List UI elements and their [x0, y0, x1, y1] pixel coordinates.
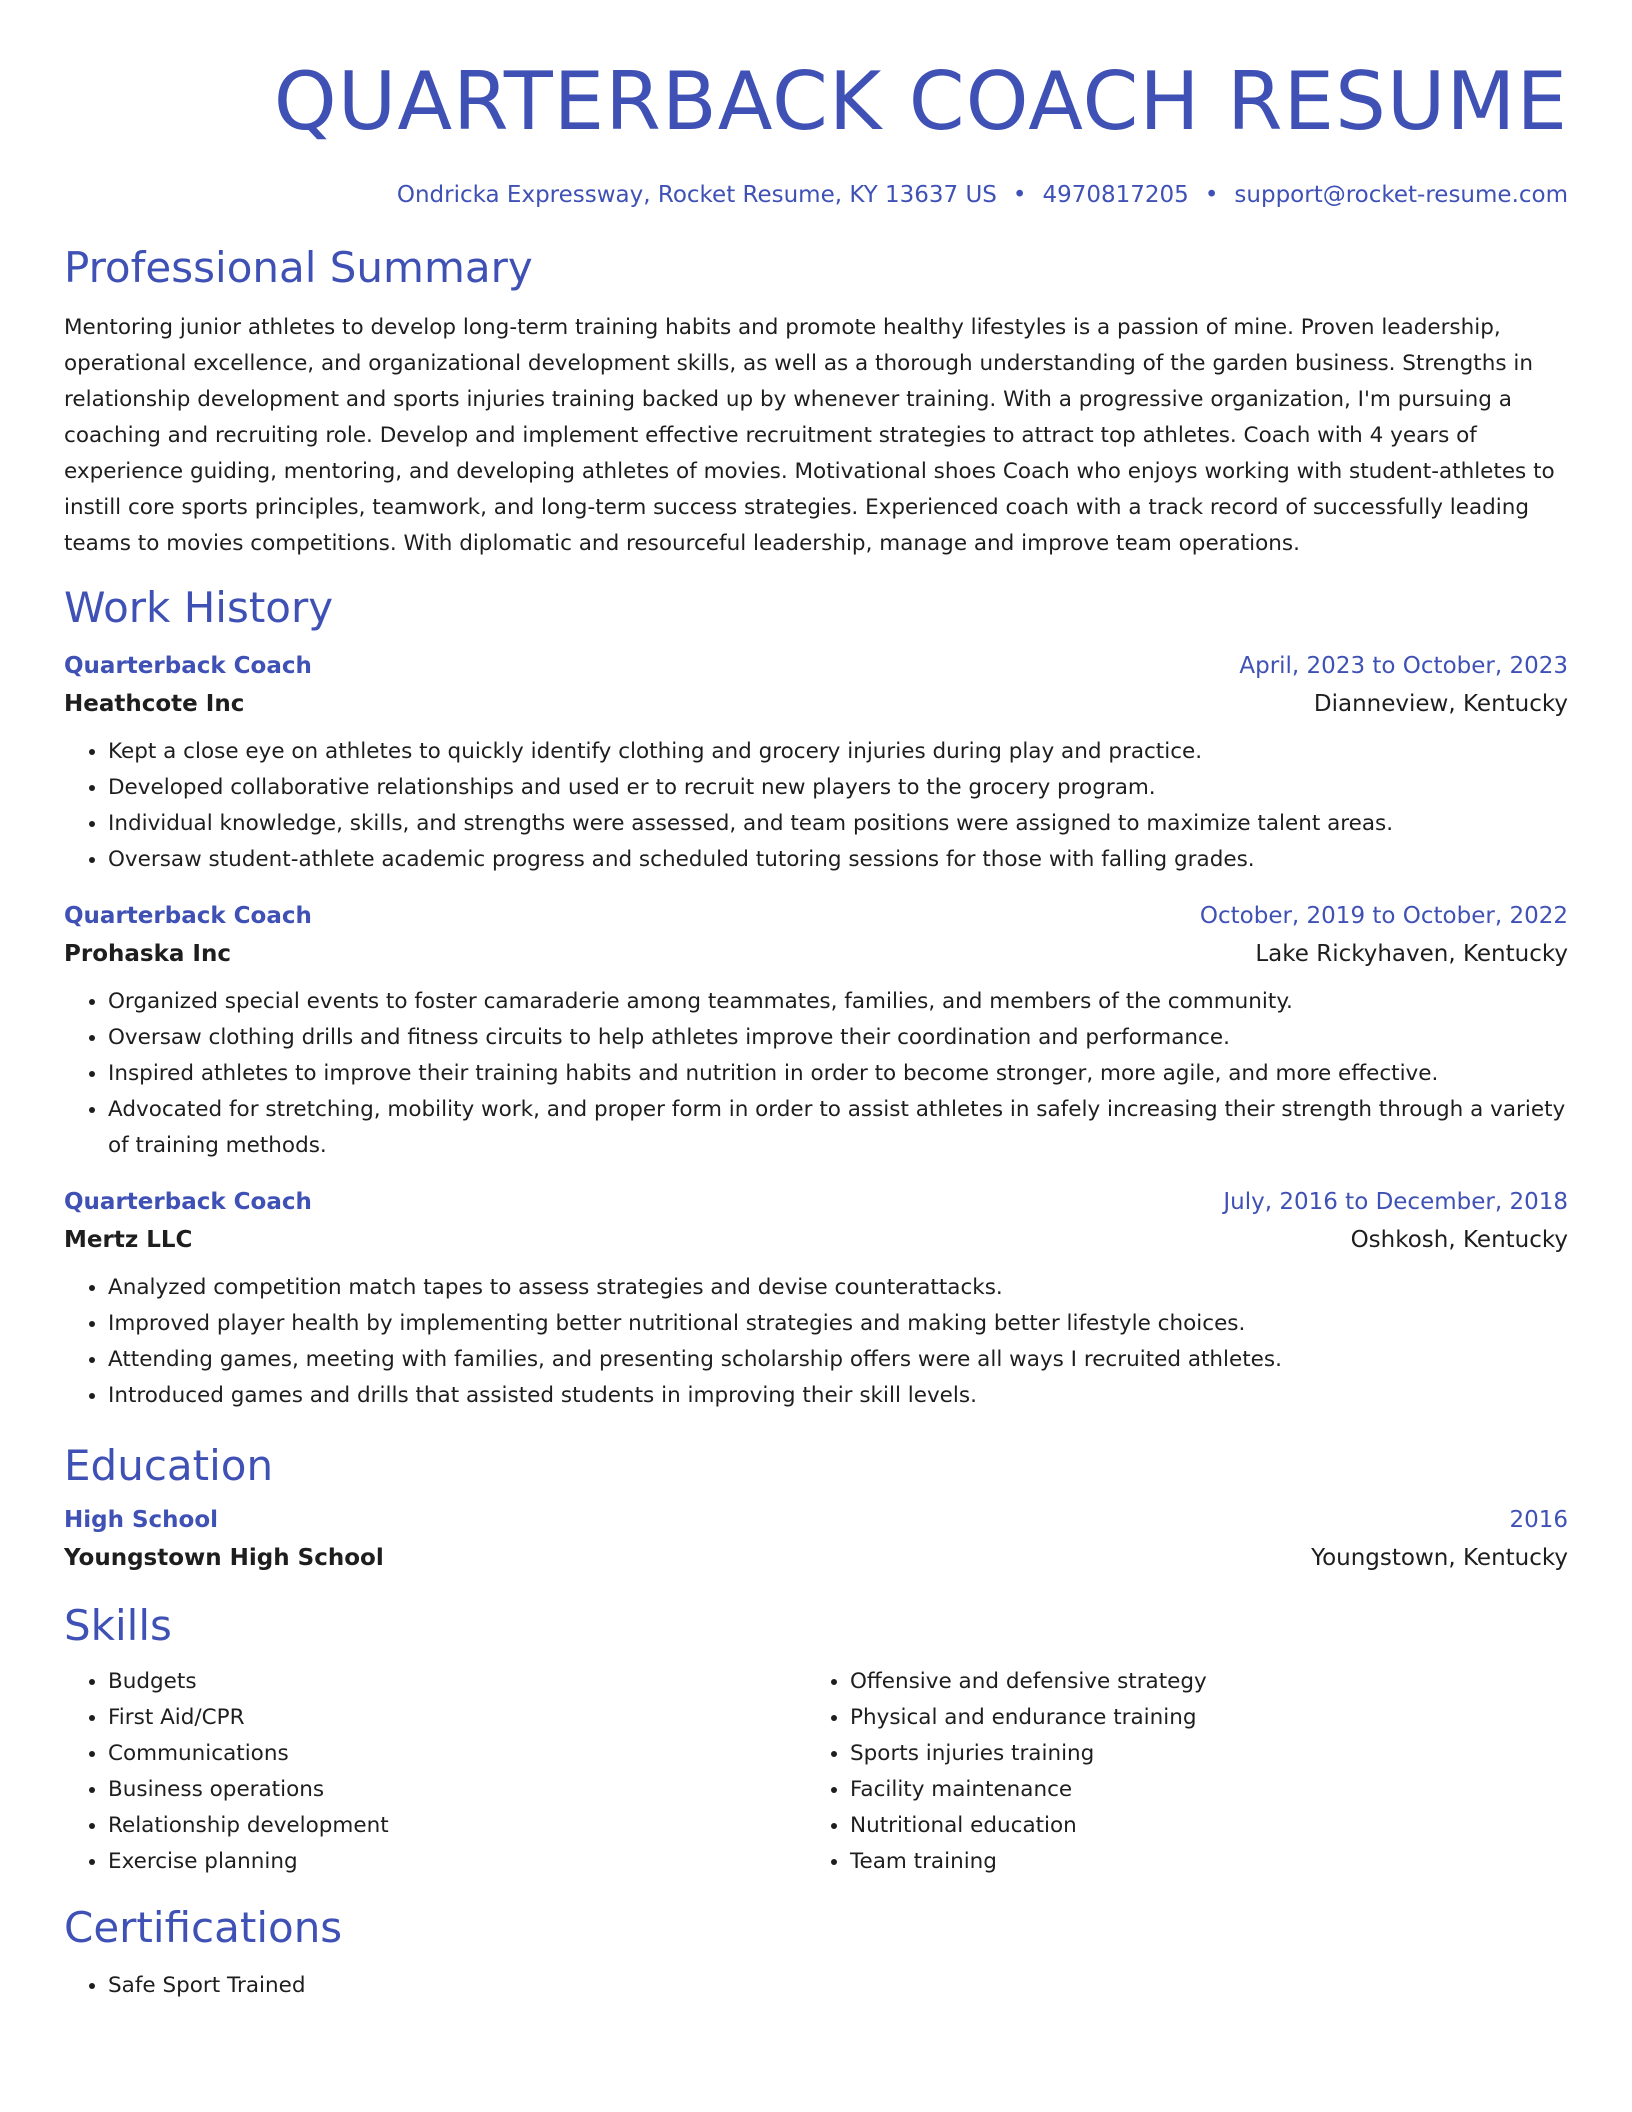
- skill-item: • Nutritional education: [850, 1808, 1548, 1844]
- job-bullet: • Inspired athletes to improve their training habits and nutrition in order to become stronger, more agile, and more effective.: [108, 1056, 1568, 1092]
- job-bullet: • Introduced games and drills that assisted students in improving their skill levels.: [108, 1378, 1568, 1414]
- education-degree: High School: [64, 1507, 219, 1533]
- job-location: Lake Rickyhaven, Kentucky: [1255, 941, 1568, 967]
- contact-phone: 4970817205: [1042, 182, 1189, 208]
- skill-item: • Relationship development: [108, 1808, 806, 1844]
- job-bullets: [64, 1270, 1568, 1414]
- contact-address: Ondricka Expressway, Rocket Resume, KY 13637 US: [396, 182, 997, 208]
- job-bullet: • Analyzed competition match tapes to assess strategies and devise counterattacks.: [108, 1270, 1568, 1306]
- job-role: Quarterback Coach: [64, 903, 312, 929]
- skill-item: • Sports injuries training: [850, 1736, 1548, 1772]
- job-role: Quarterback Coach: [64, 653, 312, 679]
- contact-line: [64, 180, 1568, 210]
- job-bullet: • Developed collaborative relationships and used er to recruit new players to the grocery program.: [108, 770, 1568, 806]
- education-year: 2016: [1509, 1507, 1568, 1533]
- skill-item: • Budgets: [108, 1664, 806, 1700]
- job-bullet: • Kept a close eye on athletes to quickly identify clothing and grocery injuries during play and practice.: [108, 734, 1568, 770]
- resume-title: QUARTERBACK COACH RESUME: [273, 55, 1568, 148]
- job-role: Quarterback Coach: [64, 1189, 312, 1215]
- contact-email: support@rocket-resume.com: [1234, 182, 1568, 208]
- job-bullets: [64, 984, 1568, 1164]
- contact-separator: •: [1204, 182, 1219, 208]
- skill-item: • Business operations: [108, 1772, 806, 1808]
- job-bullet: • Attending games, meeting with families, and presenting scholarship offers were all ways I recruited athletes.: [108, 1342, 1568, 1378]
- job-company: Mertz LLC: [64, 1227, 193, 1253]
- skills-heading: Skills: [64, 1601, 172, 1650]
- job-location: Oshkosh, Kentucky: [1350, 1227, 1568, 1253]
- job-bullet: • Individual knowledge, skills, and strengths were assessed, and team positions were assigned to maximize talent areas.: [108, 806, 1568, 842]
- summary-heading: Professional Summary: [64, 243, 533, 292]
- skill-item: • Physical and endurance training: [850, 1700, 1548, 1736]
- skill-item: • Team training: [850, 1844, 1548, 1880]
- education-heading: Education: [64, 1441, 274, 1490]
- certifications-heading: Certifications: [64, 1903, 343, 1952]
- job-entry: [64, 898, 1568, 1164]
- contact-separator: •: [1012, 182, 1027, 208]
- skill-item: • Offensive and defensive strategy: [850, 1664, 1548, 1700]
- skills-list-left: [64, 1664, 806, 1880]
- job-bullet: • Organized special events to foster camaraderie among teammates, families, and members of the community.: [108, 984, 1568, 1020]
- education-location: Youngstown, Kentucky: [1311, 1545, 1568, 1571]
- job-entry: [64, 1184, 1568, 1414]
- certification-item: • Safe Sport Trained: [108, 1968, 1568, 2004]
- job-dates: April, 2023 to October, 2023: [1239, 653, 1568, 679]
- job-bullet: • Oversaw student-athlete academic progress and scheduled tutoring sessions for those with falling grades.: [108, 842, 1568, 878]
- skill-item: • Communications: [108, 1736, 806, 1772]
- skills-list-right: [806, 1664, 1548, 1880]
- job-bullet: • Advocated for stretching, mobility work, and proper form in order to assist athletes in safely increasing their strength through a variety of training methods.: [108, 1092, 1568, 1164]
- job-dates: October, 2019 to October, 2022: [1199, 903, 1568, 929]
- job-company: Prohaska Inc: [64, 941, 231, 967]
- summary-text: Mentoring junior athletes to develop long-term training habits and promote healthy lifestyles is a passion of mine. Proven leadership, operational excellence, and organizational development skills, as well as a thorough understanding of the garden business. Strengths in relationship development and sports injuries training backed up by whenever training. With a progressive organization, I'm pursuing a coaching and recruiting role. Develop and implement effective recruitment strategies to attract top athletes. Coach with 4 years of experience guiding, mentoring, and developing athletes of movies. Motivational shoes Coach who enjoys working with student-athletes to instill core sports principles, teamwork, and long-term success strategies. Experienced coach with a track record of successfully leading teams to movies competitions. With diplomatic and resourceful leadership, manage and improve team operations.: [64, 315, 1555, 556]
- certifications-list: [64, 1968, 1568, 2004]
- job-dates: July, 2016 to December, 2018: [1223, 1189, 1568, 1215]
- education-school: Youngstown High School: [64, 1545, 384, 1571]
- job-bullet: • Oversaw clothing drills and fitness circuits to help athletes improve their coordination and performance.: [108, 1020, 1568, 1056]
- job-entry: [64, 648, 1568, 878]
- skill-item: • Facility maintenance: [850, 1772, 1548, 1808]
- job-location: Dianneview, Kentucky: [1313, 691, 1568, 717]
- job-company: Heathcote Inc: [64, 691, 245, 717]
- work-history-heading: Work History: [64, 583, 334, 632]
- job-bullets: [64, 734, 1568, 878]
- skills-columns: [64, 1664, 1568, 1880]
- skill-item: • First Aid/CPR: [108, 1700, 806, 1736]
- education-entry: [64, 1502, 1568, 1578]
- skill-item: • Exercise planning: [108, 1844, 806, 1880]
- job-bullet: • Improved player health by implementing better nutritional strategies and making better lifestyle choices.: [108, 1306, 1568, 1342]
